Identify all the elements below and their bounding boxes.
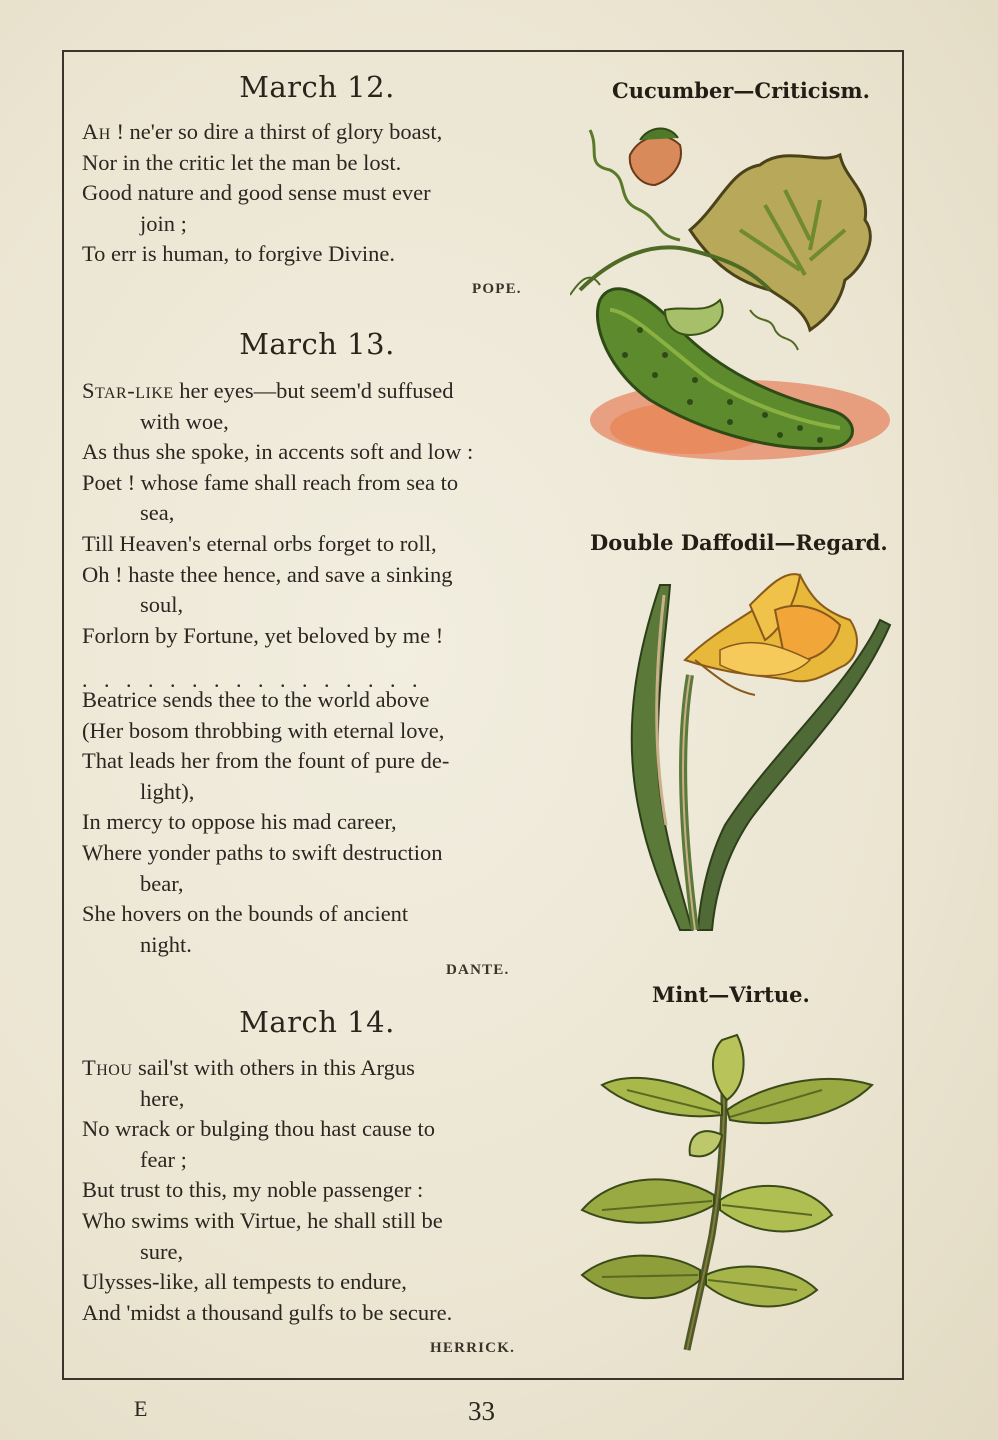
heading-march-14: March 14.: [239, 1005, 395, 1039]
poem-line: sea,: [140, 500, 175, 526]
poem-line: But trust to this, my noble passenger :: [82, 1177, 424, 1203]
poem-line: Oh ! haste thee hence, and save a sinking: [82, 561, 453, 587]
poem-line: Ah ! ne'er so dire a thirst of glory boast,: [82, 119, 443, 144]
author-dante: DANTE.: [446, 962, 510, 978]
poem-line: soul,: [140, 592, 184, 618]
heading-march-13: March 13.: [239, 327, 395, 361]
poem-line: As thus she spoke, in accents soft and low :: [82, 439, 474, 465]
poem-line: To err is human, to forgive Divine.: [82, 241, 395, 267]
poem-line: And 'midst a thousand gulfs to be secure.: [82, 1299, 453, 1325]
poem-line: sure,: [140, 1238, 184, 1264]
poem-line: join ;: [140, 210, 187, 236]
cucumber-illustration-icon: [570, 110, 900, 465]
poem-line: Nor in the critic let the man be lost.: [82, 149, 402, 175]
author-herrick: HERRICK.: [430, 1340, 516, 1356]
poem-march-13: [82, 376, 548, 651]
caption-daffodil: Double Daffodil—Regard.: [590, 530, 888, 555]
caption-mint: Mint—Virtue.: [652, 982, 810, 1007]
poem-line: In mercy to oppose his mad career,: [82, 809, 397, 835]
author-pope: POPE.: [472, 281, 522, 297]
poem-line: Thou sail'st with others in this Argus: [82, 1055, 415, 1080]
poem-line: Forlorn by Fortune, yet beloved by me !: [82, 622, 444, 648]
poem-march-14: [82, 1053, 548, 1328]
poem-line: Ulysses-like, all tempests to endure,: [82, 1269, 407, 1295]
poem-line: Poet ! whose fame shall reach from sea to: [82, 469, 459, 495]
poem-march-12: [82, 117, 548, 270]
poem-line: Till Heaven's eternal orbs forget to roll,: [82, 530, 437, 556]
daffodil-illustration-icon: [600, 565, 900, 935]
poem-line: No wrack or bulging thou hast cause to: [82, 1116, 436, 1142]
signature-mark: E: [134, 1396, 148, 1421]
ellipsis-dots: ................: [82, 667, 434, 692]
caption-cucumber: Cucumber—Criticism.: [612, 78, 870, 103]
poem-march-13-continued: [82, 685, 548, 960]
poem-line: Good nature and good sense must ever: [82, 180, 431, 206]
poem-line: fear ;: [140, 1146, 187, 1172]
poem-line: light),: [140, 778, 195, 804]
poem-line: (Her bosom throbbing with eternal love,: [82, 717, 445, 743]
page-number: 33: [468, 1396, 495, 1426]
mint-illustration-icon: [572, 1025, 892, 1355]
poem-line: Beatrice sends thee to the world above: [82, 687, 430, 712]
poem-line: here,: [140, 1085, 185, 1111]
poem-line: bear,: [140, 870, 184, 896]
poem-line: Who swims with Virtue, he shall still be: [82, 1207, 443, 1233]
poem-line: night.: [140, 931, 192, 957]
poem-line: with woe,: [140, 408, 229, 434]
poem-line: Star-like her eyes—but seem'd suffused: [82, 378, 454, 403]
heading-march-12: March 12.: [239, 70, 395, 104]
poem-line: Where yonder paths to swift destruction: [82, 839, 443, 865]
poem-line: That leads her from the fount of pure de-: [82, 748, 450, 774]
poem-line: She hovers on the bounds of ancient: [82, 901, 409, 927]
